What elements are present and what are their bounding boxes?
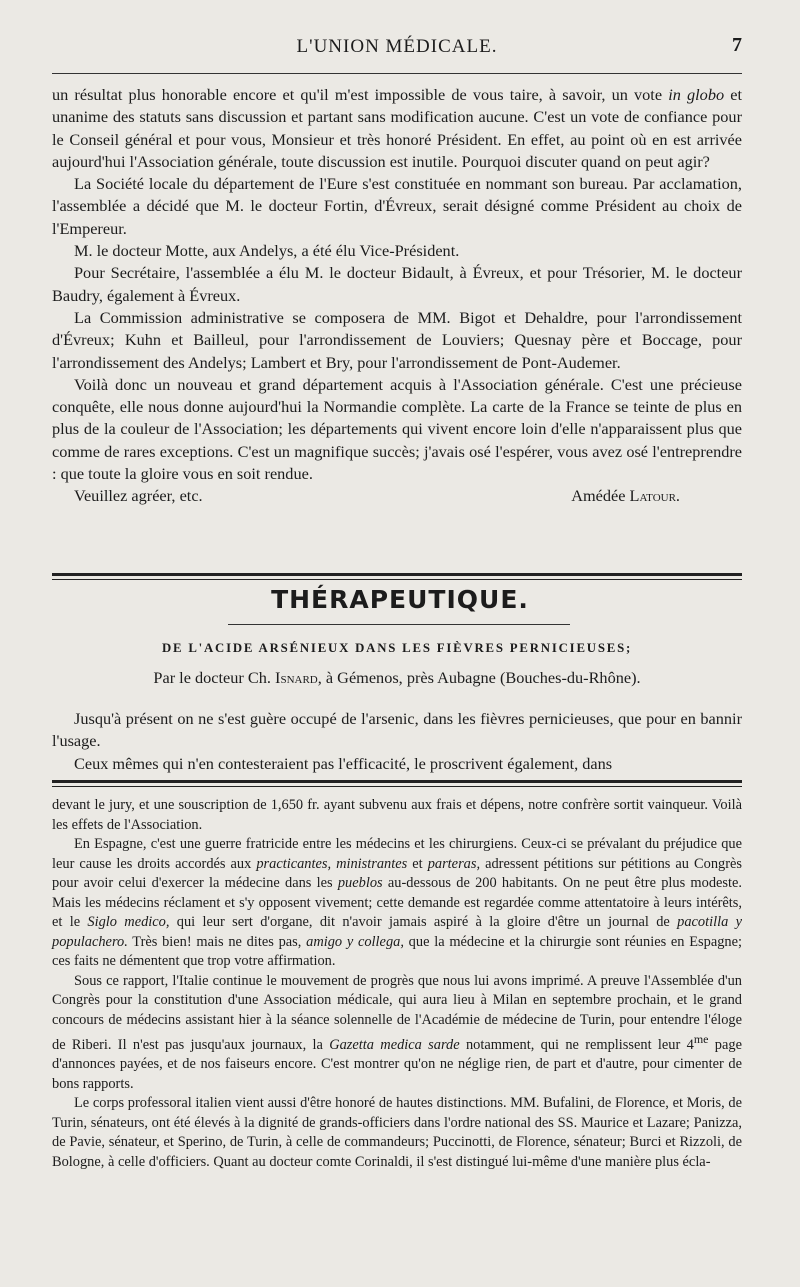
paragraph: Le corps professoral italien vient aussi d'être honoré de hautes distinctions. MM. Bufalini, de Florence, et Moris, de Turin, sénateurs, ont été élevés à la dignité de grands-officiers dans l'ordre national des SS. Maurice et Lazare; Panizza, de Pavie, sénateur, et Sperino, de Turin, à celle de commandeurs; Puccinotti, de Florence, sénateur; Burci et Rizzoli, de Bologne, à celle d'officiers. Quant au docteur comte Corinaldi, il s'est distingué lui-même d'une manière plus écla- [52,1095,742,1170]
article-title: DE L'ACIDE ARSÉNIEUX DANS LES FIÈVRES PERNICIEUSES; [161,641,633,655]
paragraph: devant le jury, et une souscription de 1,650 fr. ayant subvenu aux frais et dépens, notre confrère sortit vainqueur. Voilà les effets de l'Association. [52,797,742,833]
paragraph: Jusqu'à présent on ne s'est guère occupé de l'arsenic, dans les fièvres pernicieuses, que pour en bannir l'usage. [52,709,742,751]
paragraph: En Espagne, c'est une guerre fratricide entre les médecins et les chirurgiens. Ceux-ci se prévalant du préjudice que leur cause les droits accordés aux practicantes, ministrantes et parteras, adressent pétitions sur pétitions au Congrès pour avoir celui d'exercer la médecine dans les pueblos au-dessous de 200 habitants. On ne peut être plus modeste. Mais les médecins réclament et s'y opposent vivement; cette demande est regardée comme attentatoire à leurs intérêts, et le Siglo medico, qui leur sert d'organe, dit n'avoir jamais aspiré à la gloire d'être un journal de pacotilla y populachero. Très bien! mais ne dites pas, amigo y collega, que la médecine et la chirurgie sont réunies en Espagne; ces faits ne démentent que trop votre affirmation. [52,836,743,969]
page-number: 7 [732,34,742,56]
title-underline [228,624,570,625]
paragraph: Pour Secrétaire, l'assemblée a élu M. le docteur Bidault, à Évreux, et pour Trésorier, M. le docteur Baudry, également à Évreux. [52,263,742,305]
running-title: L'UNION MÉDICALE. [296,36,498,57]
feuilleton-body [52,796,742,1172]
paragraph: Voilà donc un nouveau et grand département acquis à l'Association générale. C'est une précieuse conquête, elle nous donne aujourd'hui la Normandie complète. La carte de la France se teinte de plus en plus de la couleur de l'Association; les départements qui vivent encore loin d'elle n'apparaissent plus que comme de rares exceptions. C'est un magnifique succès; j'avais osé l'espérer, vous avez osé l'entreprendre : que toute la gloire vous en soit rendue. [52,374,742,484]
closing-formula: Veuillez agréer, etc. [74,486,203,506]
section-divider [52,573,742,580]
paragraph: Sous ce rapport, l'Italie continue le mouvement de progrès que nous lui avons imprimé. A preuve l'Assemblée d'un Congrès pour la constitution d'une Association médicale, qui aura lieu à Milan en septembre prochain, et le grand concours de médecins assistant hier à la séance solennelle de l'Académie de médecine de Turin, pour entendre l'éloge de Riberi. Il n'est pas jusqu'aux journaux, la Gazetta medica sarde notamment, qui ne remplissent leur $4^{me}$ page d'annonces payées, et de nos faiseurs encore. C'est montrer qu'on ne néglige rien, de part et d'autre, pour cimenter de bons rapports. [52,972,742,1092]
paragraph: La Commission administrative se composera de MM. Bigot et Dehaldre, pour l'arrondissement d'Évreux; Kuhn et Bailleul, pour l'arrondissement de Louviers; Quesnay père et Boccage, pour l'arrondissement des Andelys; Lambert et Bry, pour l'arrondissement de Pont-Audemer. [52,307,742,372]
closing-line [52,485,742,507]
paragraph: un résultat plus honorable encore et qu'il m'est impossible de vous taire, à savoir, un vote in globo et unanime des statuts sans discussion et partant sans modification aucune. C'est un vote de confiance pour le Conseil général et pour vous, Monsieur et très honoré Président. En effet, au point où en est arrivée aujourd'hui l'Association générale, toute discussion est inutile. Pourquoi discuter quand on peut agir? [52,85,742,171]
feuilleton-divider [52,780,742,787]
page-header [52,36,742,60]
header-rule [52,73,742,74]
signature: Amédée Latour. [571,486,680,506]
article-byline: Par le docteur Ch. Isnard, à Gémenos, près Aubagne (Bouches-du-Rhône). [153,668,641,687]
letter-continuation [52,84,742,508]
section-title: THÉRAPEUTIQUE. [271,585,529,614]
article-body [52,708,742,775]
paragraph: M. le docteur Motte, aux Andelys, a été élu Vice-Président. [74,241,460,261]
paragraph: Ceux mêmes qui n'en contesteraient pas l'efficacité, le proscrivent également, dans [74,753,613,773]
paragraph: La Société locale du département de l'Eure s'est constituée en nommant son bureau. Par acclamation, l'assemblée a décidé que M. le docteur Fortin, d'Évreux, serait désigné comme Président au choix de l'Empereur. [52,174,742,238]
